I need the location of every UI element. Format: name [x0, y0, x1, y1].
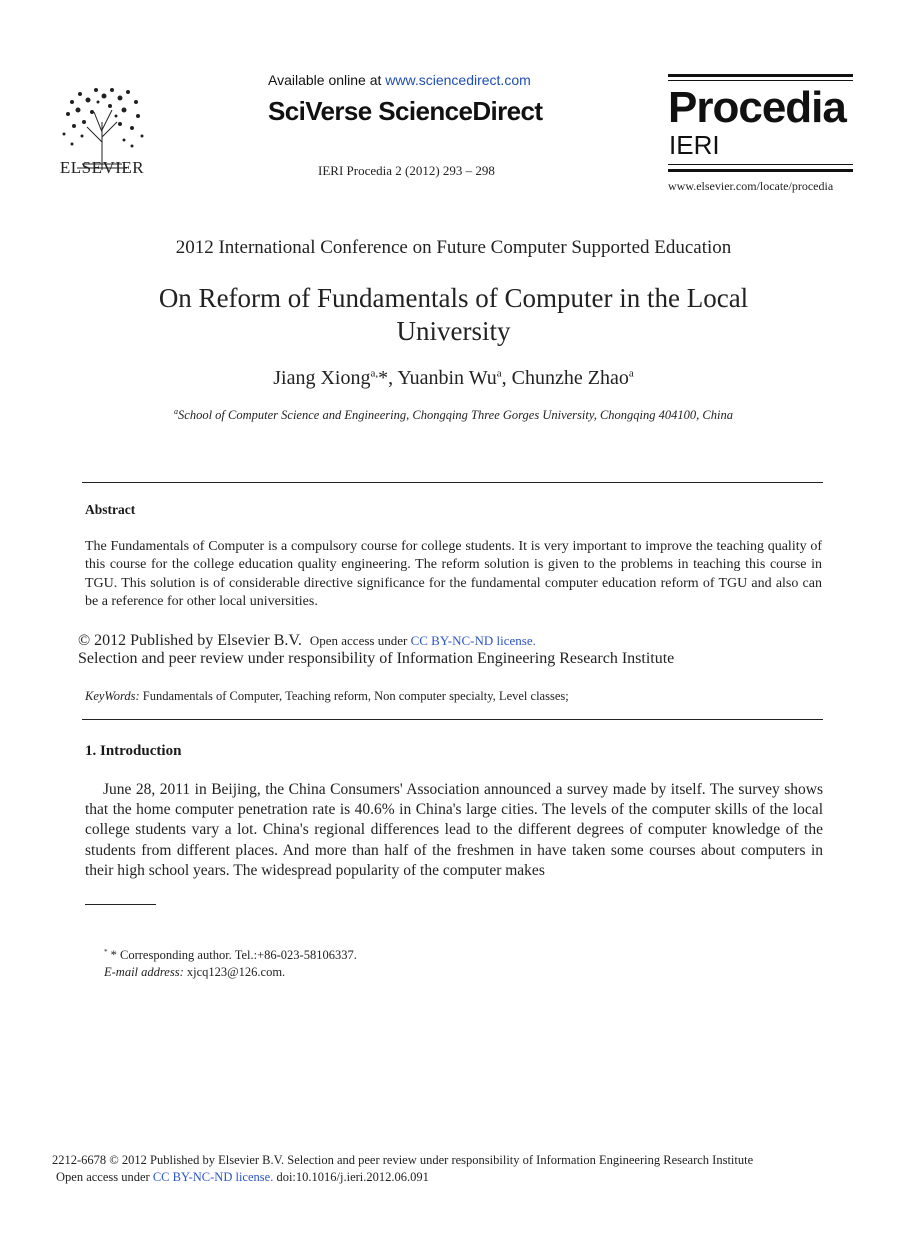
affiliation: [0, 407, 907, 423]
doi[interactable]: doi:10.1016/j.ieri.2012.06.091: [273, 1170, 429, 1184]
section-rule: [82, 719, 823, 720]
paper-title: On Reform of Fundamentals of Computer in the Local University: [158, 283, 749, 346]
footer-open-access-prefix: Open access under: [56, 1170, 153, 1184]
author-affil-mark: a,: [370, 367, 379, 380]
footnote-rule: [85, 904, 156, 905]
corresponding-text: * Corresponding author. Tel.:+86-023-58106337.: [110, 948, 357, 963]
footnote-mark: *: [104, 948, 108, 956]
author-separator: ,: [501, 367, 512, 389]
procedia-rule: [668, 164, 853, 165]
affiliation-mark: a: [174, 407, 179, 416]
procedia-rule: [668, 80, 853, 81]
author-separator: ,: [388, 367, 398, 389]
available-prefix: Available online at: [268, 72, 386, 88]
footer-license-link[interactable]: CC BY-NC-ND license.: [152, 1170, 274, 1184]
author-affil-mark: a: [628, 367, 634, 380]
author-affil-mark: a: [496, 367, 502, 380]
procedia-logo: Procedia: [668, 83, 846, 132]
introduction-paragraph: June 28, 2011 in Beijing, the China Consumers' Association announced a survey made by itself. The survey shows that the home computer penetration rate is 40.6% in China's large cities. The levels of the computer skills of the local college students vary a lot. China's regional differences lead to the different degrees of computer knowledge of the students from different places. And more than half of the freshmen in have taken some courses about computers in their high school years. The widespread popularity of the computer makes: [85, 781, 823, 879]
procedia-rule: [668, 169, 853, 172]
email-address[interactable]: xjcq123@126.com.: [186, 965, 286, 979]
author-name: Chunzhe Zhao: [511, 367, 629, 389]
keywords-label: KeyWords:: [85, 689, 140, 703]
sciencedirect-link[interactable]: www.sciencedirect.com: [385, 72, 531, 88]
corresponding-author-footnote: [104, 948, 357, 963]
open-access-prefix: Open access under: [309, 633, 411, 648]
keywords-line: [85, 689, 569, 704]
ieri-logo: IERI: [669, 130, 720, 160]
author-list: [0, 367, 907, 390]
procedia-rule: [668, 74, 853, 77]
footer-copyright: 2212-6678 © 2012 Published by Elsevier B.V. Selection and peer review under responsibility of Information Engineering Research Institute: [52, 1153, 754, 1167]
corresponding-mark: *: [378, 367, 389, 389]
email-footnote: [104, 965, 285, 980]
abstract-heading: Abstract: [85, 502, 136, 517]
abstract-text: The Fundamentals of Computer is a compulsory course for college students. It is very important to improve the teaching quality of this course for the college education quality engineering. The reform solution is given to the problems in teaching this course in TGU. This solution is of considerable directive significance for the fundamental computer education reform of TGU and also can be a reference for other local universities.: [85, 539, 822, 609]
journal-reference: IERI Procedia 2 (2012) 293 – 298: [318, 163, 495, 178]
email-label: E-mail address:: [104, 965, 184, 979]
author-name: Yuanbin Wu: [397, 367, 497, 389]
copyright-text: © 2012 Published by Elsevier B.V.: [78, 632, 302, 649]
introduction-body: [85, 780, 823, 881]
section-rule: [82, 482, 823, 483]
elsevier-wordmark: ELSEVIER: [59, 158, 145, 177]
affiliation-text: School of Computer Science and Engineering, Chongqing Three Gorges University, Chongqing 404100, China: [178, 408, 733, 423]
sciverse-sciencedirect-logo: SciVerse ScienceDirect: [268, 96, 543, 126]
keywords-text: Fundamentals of Computer, Teaching reform, Non computer specialty, Level classes;: [142, 689, 569, 703]
introduction-heading: 1. Introduction: [85, 743, 182, 759]
footer-license-line: [56, 1170, 429, 1185]
procedia-url[interactable]: www.elsevier.com/locate/procedia: [668, 179, 834, 193]
conference-name: 2012 International Conference on Future Computer Supported Education: [175, 237, 732, 258]
license-link[interactable]: CC BY-NC-ND license.: [410, 633, 536, 648]
author-name: Jiang Xiong: [273, 367, 371, 389]
peer-review-line: Selection and peer review under responsibility of Information Engineering Research Institute: [78, 650, 675, 667]
copyright-line: [78, 632, 536, 650]
available-online-line: [268, 72, 531, 88]
